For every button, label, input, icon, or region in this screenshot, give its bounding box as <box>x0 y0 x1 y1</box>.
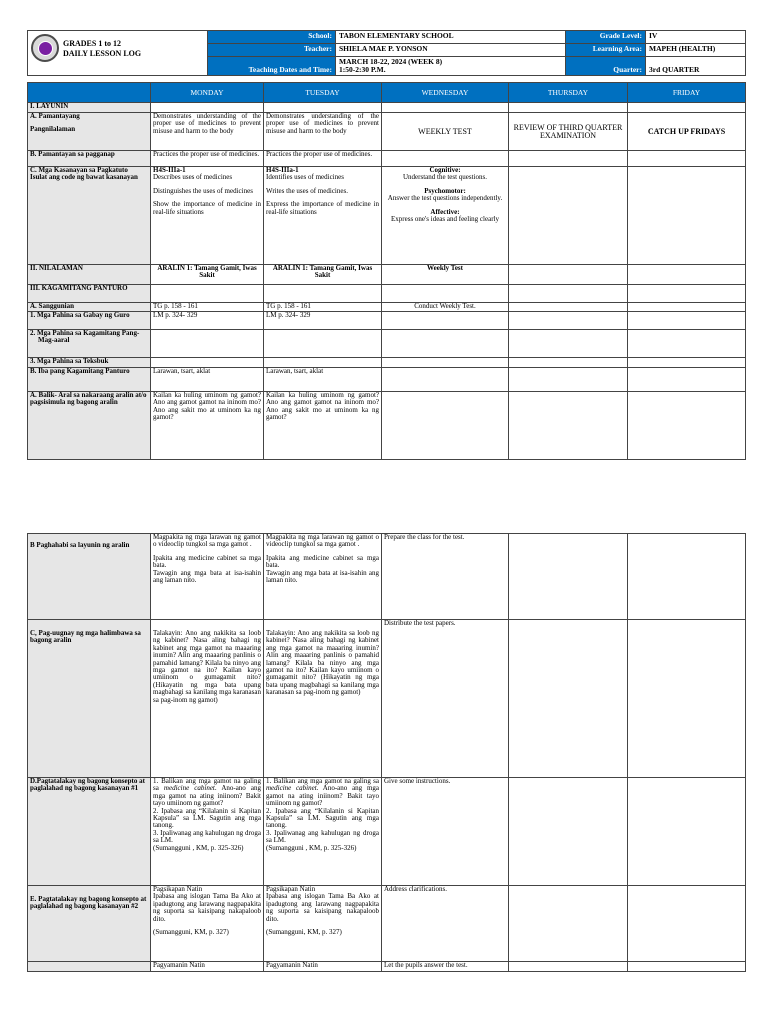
concept-2-monday: Pagsikapan Natin Ipabasa ang islogan Tama Ba Ako at ipadugtong ang larawang nagpapakita ng suporta sa kaisipang nakapaloob dito. (Sumangguni, KM, p. 327) <box>151 886 264 962</box>
lesson-title-tuesday: ARALIN 1: Tamang Gamit, Iwas Sakit <box>264 265 382 285</box>
dll-header <box>27 30 745 76</box>
log-title: GRADES 1 to 12 DAILY LESSON LOG <box>63 39 142 58</box>
enrichment-monday: Pagyamanin Natin <box>151 962 264 972</box>
content-standard-monday: Demonstrates understanding of the proper use of medicines to prevent misuse and harm to the body <box>151 113 264 151</box>
day-header-wednesday: WEDNESDAY <box>382 83 509 103</box>
discussion-monday: Talakayin: Ano ang nakikita sa loob ng kabinet? Nasa aling bahagi ng kabinet ang mga gamot na maaaring inumin? Alin ang maaaring panlinis o pamahid lamang? Kilala ba ninyo ang mga gamot na ito? Kailan kayo umiinom o gumagamit nito? (Hikayatin ng mga bata upang magbahagi sa kanilang mga karanasan sa pag-inom ng gamot) <box>151 620 264 778</box>
review-tuesday: Kailan ka huling uminom ng gamot? Ano ang gamot gamot na ininom mo? Ano ang sakit mo at uminom ka ng gamot? <box>264 392 382 460</box>
concept-1-tuesday: 1. Balikan ang mga gamot na galing sa medicine cabinet. Ano-ano ang mga gamot na ating iniinom? Bakit tayo umiinom ng gamot? 2. Ipabasa ang “Kilalanin si Kapitan Kapsula” sa LM. Sagutin ang mga tanong. 3. Ipaliwanag ang kahulugan ng droga sa LM. (Sumangguni , KM, p. 325-326) <box>264 778 382 886</box>
enrichment-tuesday: Pagyamanin Natin <box>264 962 382 972</box>
prepare-test: Prepare the class for the test. <box>382 534 509 620</box>
review-label: REVIEW OF THIRD QUARTER EXAMINATION <box>509 113 628 151</box>
motivation-monday: Magpakita ng mga larawan ng gamot o videoclip tungkol sa mga gamot . Ipakita ang medicine cabinet sa mga bata. Tawagin ang mga bata at isa-isahin ang laman nito. <box>151 534 264 620</box>
tg-monday: TG p. 158 - 161 <box>151 303 264 312</box>
content-standard-tuesday: Demonstrates understanding of the proper use of medicines to prevent misuse and harm to the body <box>264 113 382 151</box>
row-label-pag-uugnay: C, Pag-uugnay ng mga halimbawa sa bagong aralin <box>28 620 151 778</box>
review-monday: Kailan ka huling uminom ng gamot? Ano ang gamot gamot na ininom mo? Ano ang sakit mo at uminom ka ng gamot? <box>151 392 264 460</box>
lm-tuesday: LM p. 324- 329 <box>264 312 382 330</box>
performance-tuesday: Practices the proper use of medicines. <box>264 151 382 167</box>
day-header-thursday: THURSDAY <box>509 83 628 103</box>
section-kagamitang: III. KAGAMITANG PANTURO <box>28 285 151 303</box>
catch-up-label: CATCH UP FRIDAYS <box>628 113 746 151</box>
row-label-teksbuk: 3. Mga Pahina sa Teksbuk <box>28 358 151 368</box>
logo-cell <box>28 31 208 76</box>
give-instructions: Give some instructions. <box>382 778 509 886</box>
tg-tuesday: TG p. 158 - 161 <box>264 303 382 312</box>
materials-monday: Larawan, tsart, aklat <box>151 368 264 392</box>
row-label-pagtalakay-1: D.Pagtatalakay ng bagong konsepto at paglalahad ng bagong kasanayan #1 <box>28 778 151 886</box>
answer-test: Let the pupils answer the test. <box>382 962 509 972</box>
conduct-test: Conduct Weekly Test. <box>382 303 509 312</box>
area-label: Learning Area: <box>566 44 646 57</box>
section-layunin: I. LAYUNIN <box>28 103 151 113</box>
day-header-monday: MONDAY <box>151 83 264 103</box>
day-header-friday: FRIDAY <box>628 83 746 103</box>
address-clarifications: Address clarifications. <box>382 886 509 962</box>
row-label-balik-aral: A. Balik- Aral sa nakaraang aralin at/o pagsisimula ng bagong aralin <box>28 392 151 460</box>
row-label-pagganap: B. Pamantayan sa pagganap <box>28 151 151 167</box>
quarter-label: Quarter: <box>566 57 646 76</box>
row-label-gabay: 1. Mga Pahina sa Gabay ng Guro <box>28 312 151 330</box>
weekly-test-label: WEEKLY TEST <box>382 113 509 151</box>
row-label-iba-pang: B. Iba pang Kagamitang Panturo <box>28 368 151 392</box>
grade-label: Grade Level: <box>566 31 646 44</box>
deped-seal-icon <box>31 34 59 62</box>
performance-monday: Practices the proper use of medicines. <box>151 151 264 167</box>
lesson-table-part1 <box>27 82 745 460</box>
section-nilalaman: II. NILALAMAN <box>28 265 151 285</box>
competencies-tuesday: H4S-IIIa-1 Identifies uses of medicines Writes the uses of medicines. Express the importance of medicine in real-life situations <box>264 167 382 265</box>
school-label: School: <box>208 31 336 44</box>
school-value: TABON ELEMENTARY SCHOOL <box>336 31 566 44</box>
area-value: MAPEH (HEALTH) <box>646 44 746 57</box>
competencies-monday: H4S-IIIa-1 Describes uses of medicines Distinguishes the uses of medicines Show the importance of medicine in real-life situations <box>151 167 264 265</box>
row-label-pamantayang: A. Pamantayang Pangnilalaman <box>28 113 151 151</box>
objectives-wednesday: Cognitive: Understand the test questions. Psychomotor: Answer the test questions independently. Affective: Express one's ideas and feeling clearly <box>382 167 509 265</box>
row-label-pagtalakay-2: E. Pagtatalakay ng bagong konsepto at paglalahad ng bagong kasanayan #2 <box>28 886 151 962</box>
teacher-value: SHIELA MAE P. YONSON <box>336 44 566 57</box>
quarter-value: 3rd QUARTER <box>646 57 746 76</box>
dates-label: Teaching Dates and Time: <box>208 57 336 76</box>
lesson-table-part2 <box>27 533 745 972</box>
row-label-kasanayan: C. Mga Kasanayan sa Pagkatuto Isulat ang code ng bawat kasanayan <box>28 167 151 265</box>
lm-monday: LM p. 324- 329 <box>151 312 264 330</box>
grade-value: IV <box>646 31 746 44</box>
row-label-sanggunian: A. Sanggunian <box>28 303 151 312</box>
teacher-label: Teacher: <box>208 44 336 57</box>
distribute-test: Distribute the test papers. <box>382 620 509 778</box>
day-header-tuesday: TUESDAY <box>264 83 382 103</box>
concept-1-monday: 1. Balikan ang mga gamot na galing sa medicine cabinet. Ano-ano ang mga gamot na ating iniinom? Bakit tayo umiinom ng gamot? 2. Ipabasa ang “Kilalanin si Kapitan Kapsula” sa LM. Sagutin ang mga tanong. 3. Ipaliwanag ang kahulugan ng droga sa LM. (Sumangguni , KM, p. 325-326) <box>151 778 264 886</box>
materials-tuesday: Larawan, tsart, aklat <box>264 368 382 392</box>
concept-2-tuesday: Pagsikapan Natin Ipabasa ang islogan Tama Ba Ako at ipadugtong ang larawang nagpapakita ng suporta sa kaisipang nakapaloob dito. (Sumangguni, KM, p. 327) <box>264 886 382 962</box>
corner-cell <box>28 83 151 103</box>
row-label-empty <box>28 962 151 972</box>
discussion-tuesday: Talakayin: Ano ang nakikita sa loob ng kabinet? Nasa aling bahagi ng kabinet ang mga gamot na maaaring inumin? Alin ang maaaring panlinis o pamahid lamang? Kilala ba ninyo ang mga gamot na ito? Kailan kayo umiinom o gumagamit nito? (Hikayatin ng mga bata upang magbahagi sa kanilang mga karanasan sa pag-inom ng gamot) <box>264 620 382 778</box>
lesson-title-monday: ARALIN 1: Tamang Gamit, Iwas Sakit <box>151 265 264 285</box>
motivation-tuesday: Magpakita ng mga larawan ng gamot o videoclip tungkol sa mga gamot . Ipakita ang medicine cabinet sa mga bata. Tawagin ang mga bata at isa-isahin ang laman nito. <box>264 534 382 620</box>
row-label-kagamitang-pang: 2. Mga Pahina sa Kagamitang Pang- Mag-aaral <box>28 330 151 358</box>
weekly-test-title: Weekly Test <box>382 265 509 285</box>
row-label-paghahabi: B Paghahabi sa layunin ng aralin <box>28 534 151 620</box>
dates-value: MARCH 18-22, 2024 (WEEK 8) 1:50-2:30 P.M. <box>336 57 566 76</box>
